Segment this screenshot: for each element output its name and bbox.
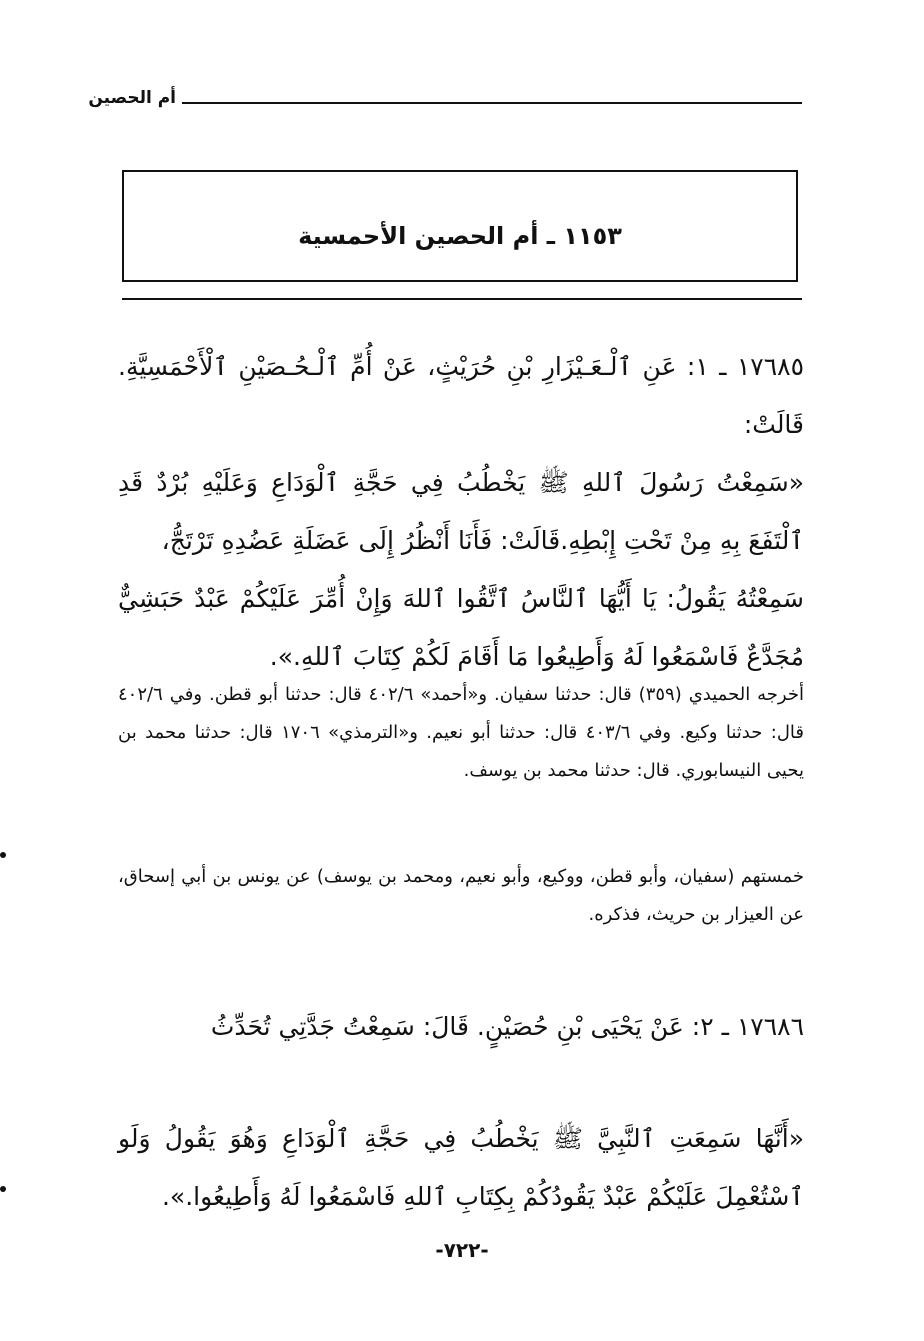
chapter-title: ١١٥٣ ـ أم الحصين الأحمسية xyxy=(298,222,622,250)
hadith-1-matn-part-1: «سَمِعْتُ رَسُولَ ٱللهِ ﷺ يَخْطُبُ فِي حَجَّةِ ٱلْوَدَاعِ وَعَلَيْهِ بُرْدٌ قَدِ ٱلْتَفَعَ بِهِ مِنْ تَحْتِ إِبْطِهِ.قَالَتْ: فَأَنَا أَنْظُرُ إِلَى عَضَلَةِ عَضُدِهِ تَرْتَجُّ، xyxy=(118,468,804,555)
chapter-title-box xyxy=(122,170,798,282)
chapter-box-underline xyxy=(122,298,802,300)
hadith-2-isnad-text: ١٧٦٨٦ ـ ٢: عَنْ يَحْيَى بْنِ حُصَيْنٍ. قَالَ: سَمِعْتُ جَدَّتِي تُحَدِّثُ xyxy=(210,1012,804,1041)
running-title: أم الحصين xyxy=(88,88,176,108)
hadith-1-isnad xyxy=(118,338,804,454)
hadith-1-summary-block xyxy=(118,858,804,934)
hadith-1-takhrij: أخرجه الحميدي (٣٥٩) قال: حدثنا سفيان. و«أحمد» ٤٠٢/٦ قال: حدثنا أبو قطن. وفي ٤٠٢/٦ قال: حدثنا وكيع. وفي ٤٠٣/٦ قال: حدثنا أبو نعيم. و«الترمذي» ١٧٠٦ قال: حدثنا محمد بن يحيى النيسابوري. قال: حدثنا محمد بن يوسف. xyxy=(118,684,804,781)
scan-edge-mark xyxy=(0,852,6,858)
hadith-2-matn xyxy=(118,1110,804,1226)
page-number: -٧٢٢- xyxy=(435,1238,489,1262)
hadith-2-matn-text: «أَنَّهَا سَمِعَتِ ٱلنَّبِيَّ ﷺ يَخْطُبُ فِي حَجَّةِ ٱلْوَدَاعِ وَهُوَ يَقُولُ وَلَو ٱسْتُعْمِلَ عَلَيْكُمْ عَبْدٌ يَقُودُكُمْ بِكِتَابِ ٱللهِ فَاسْمَعُوا لَهُ وَأَطِيعُوا.». xyxy=(118,1124,804,1211)
running-header xyxy=(88,82,802,122)
header-rule xyxy=(182,102,802,104)
hadith-1-notes xyxy=(118,676,804,790)
hadith-1-isnad-text: ١٧٦٨٥ ـ ١: عَنِ ٱلْـعَـيْزَارِ بْنِ حُرَيْثٍ، عَنْ أُمِّ ٱلْـحُـصَيْنِ ٱلْأَحْمَسِيَّةِ. قَالَتْ: xyxy=(118,352,805,439)
hadith-1-matn xyxy=(118,454,804,686)
hadith-2-isnad xyxy=(118,998,804,1056)
hadith-1-summary: خمستهم (سفيان، وأبو قطن، ووكيع، وأبو نعيم، ومحمد بن يوسف) عن يونس بن أبي إسحاق، عن العيزار بن حريث، فذكره. xyxy=(118,866,804,925)
hadith-1-matn-part-2: سَمِعْتُهُ يَقُولُ: يَا أَيُّهَا ٱلنَّاسُ ٱتَّقُوا ٱللهَ وَإِنْ أُمِّرَ عَلَيْكُمْ عَبْدٌ حَبَشِيٌّ مُجَدَّعٌ فَاسْمَعُوا لَهُ وَأَطِيعُوا مَا أَقَامَ لَكُمْ كِتَابَ ٱللهِ.». xyxy=(118,584,804,671)
scan-edge-mark xyxy=(0,1186,6,1192)
